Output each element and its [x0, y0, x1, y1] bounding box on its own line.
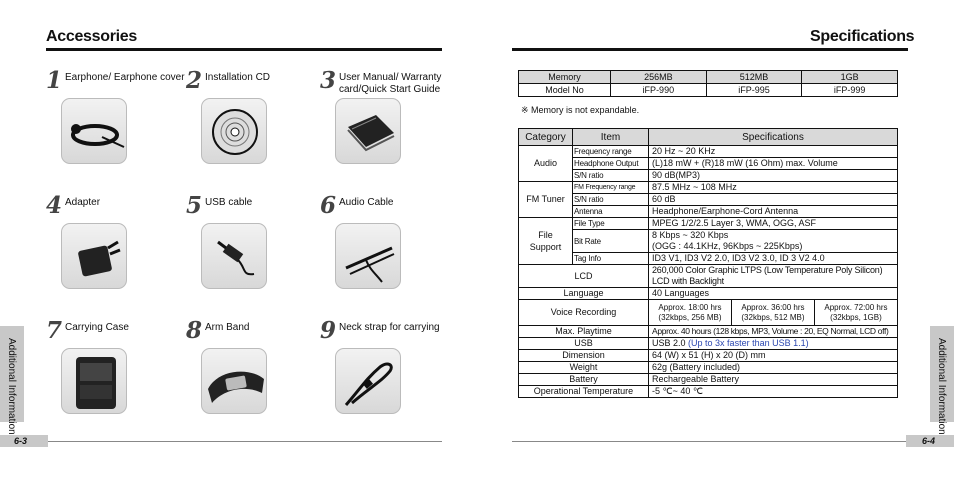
model-header: Model No [519, 84, 611, 97]
usb-cable-icon [201, 223, 267, 289]
item-sn-ratio-audio: S/N ratio [573, 170, 649, 182]
memory-256: 256MB [611, 71, 707, 84]
accessory-label: Carrying Case [65, 322, 129, 333]
accessory-label: Adapter [65, 197, 101, 208]
value-operational-temperature: -5 ℃~ 40 ℃ [649, 386, 898, 398]
usb-version: USB 2.0 [652, 338, 686, 348]
item-lcd: LCD [519, 265, 649, 288]
item-file-type: File Type [573, 218, 649, 230]
adapter-icon [61, 223, 127, 289]
earphone-icon [61, 98, 127, 164]
value-sn-ratio-audio: 90 dB(MP3) [649, 170, 898, 182]
item-antenna: Antenna [573, 206, 649, 218]
page-title-accessories: Accessories [46, 28, 137, 45]
value-frequency-range: 20 Hz ~ 20 KHz [649, 146, 898, 158]
item-voice-recording: Voice Recording [519, 300, 649, 326]
cd-icon [201, 98, 267, 164]
category-fm-tuner: FM Tuner [519, 182, 573, 218]
accessory-number: 3 [320, 67, 337, 94]
category-audio: Audio [519, 146, 573, 182]
voice-1gb-line-1: Approx. 72:00 hrs [824, 302, 888, 312]
manual-icon [335, 98, 401, 164]
value-antenna: Headphone/Earphone-Cord Antenna [649, 206, 898, 218]
footer-rule-right [512, 441, 906, 442]
value-weight: 62g (Battery included) [649, 362, 898, 374]
item-tag-info: Tag Info [573, 253, 649, 265]
neck-strap-icon [335, 348, 401, 414]
value-file-type: MPEG 1/2/2.5 Layer 3, WMA, OGG, ASF [649, 218, 898, 230]
item-operational-temperature: Operational Temperature [519, 386, 649, 398]
accessory-number: 2 [186, 67, 203, 94]
title-rule-right [512, 48, 908, 51]
lcd-line-2: LCD with Backlight [652, 276, 724, 286]
accessory-item [186, 67, 316, 180]
carrying-case-icon [61, 348, 127, 414]
item-weight: Weight [519, 362, 649, 374]
accessory-item [46, 192, 176, 305]
accessory-item [186, 192, 316, 305]
voice-cell-512 [731, 300, 814, 326]
header-category: Category [519, 129, 573, 146]
value-sn-ratio-fm: 60 dB [649, 194, 898, 206]
value-battery: Rechargeable Battery [649, 374, 898, 386]
accessory-item [46, 67, 185, 180]
item-sn-ratio-fm: S/N ratio [573, 194, 649, 206]
accessory-number: 5 [186, 192, 203, 219]
voice-512-line-2: (32kbps, 512 MB) [741, 312, 805, 322]
value-headphone-output: (L)18 mW + (R)18 mW (16 Ohm) max. Volume [649, 158, 898, 170]
item-dimension: Dimension [519, 350, 649, 362]
item-max-playtime: Max. Playtime [519, 326, 649, 338]
accessory-item [320, 192, 450, 305]
category-file-support: File Support [519, 218, 573, 265]
header-specifications: Specifications [649, 129, 898, 146]
accessory-label: User Manual/ Warranty card/Quick Start Guide [339, 72, 442, 95]
value-tag-info: ID3 V1, ID3 V2 2.0, ID3 V2 3.0, ID 3 V2 4.0 [649, 253, 898, 265]
title-rule [46, 48, 442, 51]
voice-cell-1gb [814, 300, 897, 326]
page-number-right: 6-4 [922, 436, 936, 446]
specifications-table [518, 128, 898, 398]
accessory-item [186, 317, 316, 430]
voice-256-line-2: (32kbps, 256 MB) [658, 312, 722, 322]
accessory-label: Audio Cable [339, 197, 394, 208]
value-max-playtime: Approx. 40 hours (128 kbps, MP3, Volume : 20, EQ Normal, LCD off) [649, 326, 898, 338]
accessory-number: 4 [46, 192, 63, 219]
model-995: iFP-995 [706, 84, 802, 97]
memory-note: ※ Memory is not expandable. [521, 105, 640, 115]
value-dimension: 64 (W) x 51 (H) x 20 (D) mm [649, 350, 898, 362]
bit-rate-line-1: 8 Kbps ~ 320 Kbps [652, 230, 729, 240]
memory-512: 512MB [706, 71, 802, 84]
accessory-label: Arm Band [205, 322, 250, 333]
voice-256-line-1: Approx. 18:00 hrs [658, 302, 722, 312]
footer-rule-left [48, 441, 442, 442]
accessory-number: 8 [186, 317, 203, 344]
value-language: 40 Languages [649, 288, 898, 300]
item-fm-frequency-range: FM Frequency range [573, 182, 649, 194]
header-item: Item [573, 129, 649, 146]
item-bit-rate: Bit Rate [573, 230, 649, 253]
voice-1gb-line-2: (32kbps, 1GB) [830, 312, 882, 322]
accessory-label: Installation CD [205, 72, 271, 83]
memory-header: Memory [519, 71, 611, 84]
audio-cable-icon [335, 223, 401, 289]
accessory-number: 9 [320, 317, 337, 344]
voice-cell-256 [649, 300, 732, 326]
side-label-right: Additional Information [936, 338, 947, 435]
item-language: Language [519, 288, 649, 300]
value-usb [649, 338, 898, 350]
memory-1gb: 1GB [802, 71, 898, 84]
accessory-item [320, 317, 450, 430]
page-title-specifications: Specifications [810, 28, 915, 45]
side-label-left: Additional Information [6, 338, 17, 435]
accessory-number: 1 [46, 67, 63, 94]
value-fm-frequency-range: 87.5 MHz ~ 108 MHz [649, 182, 898, 194]
lcd-line-1: 260,000 Color Graphic LTPS (Low Temperature Poly Silicon) [652, 265, 883, 275]
accessory-label: USB cable [205, 197, 253, 208]
item-headphone-output: Headphone Output [573, 158, 649, 170]
model-990: iFP-990 [611, 84, 707, 97]
accessory-item [46, 317, 176, 430]
usb-note: (Up to 3x faster than USB 1.1) [688, 338, 809, 348]
accessory-number: 6 [320, 192, 337, 219]
model-999: iFP-999 [802, 84, 898, 97]
voice-512-line-1: Approx. 36:00 hrs [741, 302, 805, 312]
memory-table [518, 70, 898, 97]
bit-rate-line-2: (OGG : 44.1KHz, 96Kbps ~ 225Kbps) [652, 241, 803, 251]
accessory-label: Neck strap for carrying [339, 322, 440, 333]
accessory-item [320, 67, 450, 180]
arm-band-icon [201, 348, 267, 414]
page-number-left: 6-3 [14, 436, 28, 446]
item-usb: USB [519, 338, 649, 350]
value-bit-rate [649, 230, 898, 253]
item-battery: Battery [519, 374, 649, 386]
value-lcd [649, 265, 898, 288]
accessory-number: 7 [46, 317, 63, 344]
item-frequency-range: Frequency range [573, 146, 649, 158]
accessory-label: Earphone/ Earphone cover [65, 72, 185, 83]
